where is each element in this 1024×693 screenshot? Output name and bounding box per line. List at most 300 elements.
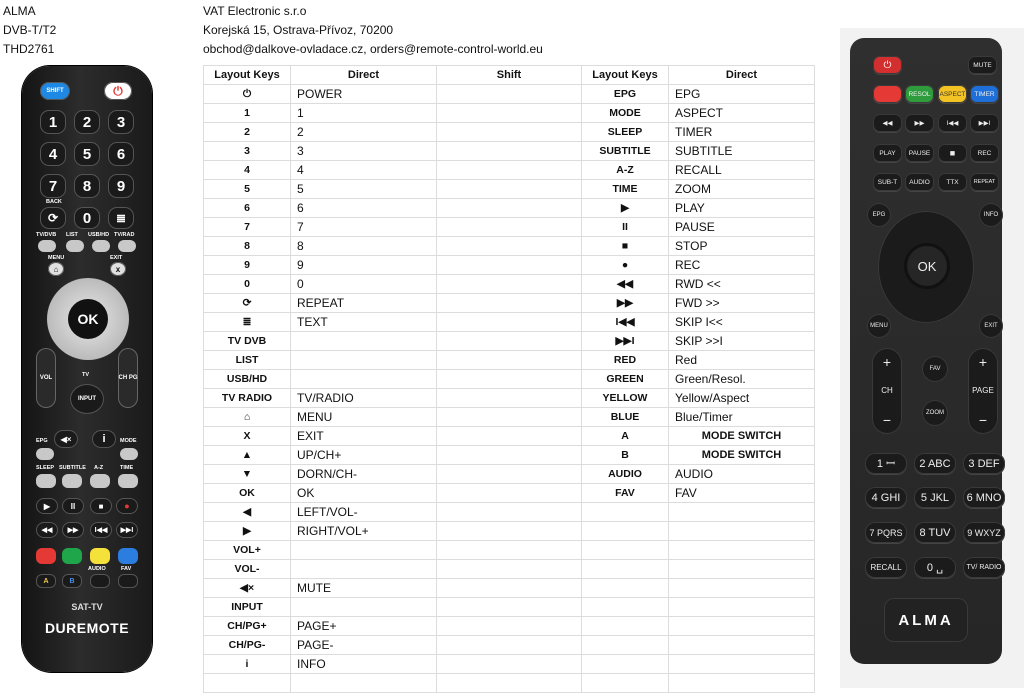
sleep-label: SLEEP	[36, 465, 55, 471]
layout-key-cell	[582, 674, 669, 693]
repeat-button: REPEAT	[970, 173, 999, 191]
tvdvb-label: TV/DVB	[36, 232, 57, 238]
play-button: PLAY	[873, 144, 902, 162]
table-row	[582, 522, 815, 541]
red-button	[36, 548, 56, 564]
direct-function-cell: 0	[291, 275, 437, 294]
digit-button: 9	[108, 174, 134, 198]
direct-function-cell: RWD <<	[669, 275, 815, 294]
layout-key-cell: ◀×	[204, 579, 291, 598]
shift-function-cell	[437, 560, 582, 579]
table-row	[582, 465, 815, 484]
digit-button: 1	[40, 110, 66, 134]
layout-key-cell: ◀◀	[582, 275, 669, 294]
table-row	[582, 541, 815, 560]
direct-function-cell: 1	[291, 104, 437, 123]
layout-key-cell: GREEN	[582, 370, 669, 389]
skip-back-icon: I◀◀	[90, 522, 112, 538]
shift-function-cell	[437, 655, 582, 674]
keypad-button: 0 ␣	[914, 557, 956, 578]
direct-function-cell: ASPECT	[669, 104, 815, 123]
layout-key-cell: 7	[204, 218, 291, 237]
digit-button: 7	[40, 174, 66, 198]
direct-function-cell: Green/Resol.	[669, 370, 815, 389]
direct-function-cell	[669, 617, 815, 636]
layout-key-cell: 9	[204, 256, 291, 275]
tvrad-button	[118, 240, 136, 252]
power-icon: ⏻	[873, 56, 902, 74]
keypad-button: 3 DEF	[963, 453, 1005, 474]
audio-button	[90, 574, 110, 588]
ch-label: CH PG	[118, 375, 138, 381]
recall-button: RECALL	[865, 557, 907, 578]
table-row	[582, 408, 815, 427]
layout-key-cell: ⏻	[204, 85, 291, 104]
zoom-button: ZOOM	[922, 400, 948, 426]
usbhd-button	[92, 240, 110, 252]
mode-button	[120, 448, 138, 460]
key-mapping-table-2	[581, 65, 815, 693]
shift-function-cell	[437, 503, 582, 522]
shift-function-cell	[437, 617, 582, 636]
back-label: BACK	[46, 199, 62, 205]
az-label: A-Z	[94, 465, 104, 471]
audio-button: AUDIO	[905, 173, 934, 191]
direct-function-cell	[291, 560, 437, 579]
subt-button: SUB-T	[873, 173, 902, 191]
direct-function-cell: OK	[291, 484, 437, 503]
company-name: VAT Electronic s.r.o	[203, 4, 307, 18]
layout-key-cell: ⟳	[204, 294, 291, 313]
table-row	[582, 389, 815, 408]
layout-key-cell: FAV	[582, 484, 669, 503]
direct-function-cell: 8	[291, 237, 437, 256]
table-row	[204, 256, 582, 275]
table-row	[582, 446, 815, 465]
shift-function-cell	[437, 370, 582, 389]
key-mapping-table-1	[203, 65, 582, 693]
layout-key-cell: VOL-	[204, 560, 291, 579]
layout-key-cell: OK	[204, 484, 291, 503]
table-row	[582, 560, 815, 579]
table-row	[204, 579, 582, 598]
layout-key-cell: AUDIO	[582, 465, 669, 484]
direct-function-cell	[291, 541, 437, 560]
list-label: LIST	[66, 232, 78, 238]
shift-function-cell	[437, 199, 582, 218]
shift-function-cell	[437, 408, 582, 427]
layout-key-cell: ▲	[204, 446, 291, 465]
direct-function-cell: PAGE+	[291, 617, 437, 636]
column-header: Direct	[669, 66, 815, 85]
digit-button: 5	[74, 142, 100, 166]
table-row	[204, 617, 582, 636]
table-row	[582, 275, 815, 294]
shift-function-cell	[437, 579, 582, 598]
digit-button: 8	[74, 174, 100, 198]
layout-key-cell: B	[582, 446, 669, 465]
layout-key-cell: 2	[204, 123, 291, 142]
page-label: PAGE	[972, 386, 994, 395]
direct-function-cell: RECALL	[669, 161, 815, 180]
duremote-logo: DUREMOTE	[44, 620, 130, 636]
direct-function-cell: INFO	[291, 655, 437, 674]
table-row	[204, 522, 582, 541]
mute-button: MUTE	[968, 56, 997, 74]
rec-button: REC	[970, 144, 999, 162]
direct-function-cell: STOP	[669, 237, 815, 256]
aspect-button: ASPECT	[938, 85, 967, 103]
table-row	[204, 465, 582, 484]
layout-key-cell: EPG	[582, 85, 669, 104]
ok-button: OK	[68, 299, 108, 339]
direct-function-cell: PAUSE	[669, 218, 815, 237]
mute-icon: ◀×	[54, 430, 78, 448]
direct-function-cell: DORN/CH-	[291, 465, 437, 484]
direct-function-cell	[669, 541, 815, 560]
shift-function-cell	[437, 351, 582, 370]
power-icon: ⏻	[104, 82, 132, 100]
direct-function-cell	[291, 598, 437, 617]
table-row	[204, 636, 582, 655]
tv-radio-button: TV/ RADIO	[963, 557, 1005, 578]
layout-key-cell: SUBTITLE	[582, 142, 669, 161]
table-row	[204, 123, 582, 142]
alma-remote-image	[850, 38, 1002, 664]
timer-button: TIMER	[970, 85, 999, 103]
skip-forward-icon: ▶▶I	[116, 522, 138, 538]
company-info	[203, 2, 543, 59]
ok-button: OK	[907, 246, 947, 286]
duremote-remote-image	[22, 66, 152, 672]
volume-rocker	[36, 348, 56, 408]
subtitle-label: SUBTITLE	[59, 465, 86, 471]
skip-back-icon: I◀◀	[938, 114, 967, 132]
direct-function-cell: 9	[291, 256, 437, 275]
layout-key-cell	[582, 636, 669, 655]
fast-forward-icon: ▶▶	[905, 114, 934, 132]
table-row	[204, 427, 582, 446]
direct-function-cell: FWD >>	[669, 294, 815, 313]
layout-key-cell	[204, 674, 291, 693]
direct-function-cell: AUDIO	[669, 465, 815, 484]
layout-key-cell: TIME	[582, 180, 669, 199]
digit-button: 6	[108, 142, 134, 166]
layout-key-cell: ≣	[204, 313, 291, 332]
fav-button	[118, 574, 138, 588]
layout-key-cell: ■	[582, 237, 669, 256]
table-row	[582, 294, 815, 313]
direct-function-cell	[291, 351, 437, 370]
alma-logo: ALMA	[884, 598, 968, 642]
layout-key-cell: ▶	[204, 522, 291, 541]
green-button	[62, 548, 82, 564]
layout-key-cell: CH/PG+	[204, 617, 291, 636]
direct-function-cell: 5	[291, 180, 437, 199]
pause-icon: II	[62, 498, 84, 514]
layout-key-cell: LIST	[204, 351, 291, 370]
shift-function-cell	[437, 465, 582, 484]
direct-function-cell	[291, 370, 437, 389]
table-row	[204, 161, 582, 180]
layout-key-cell: ●	[582, 256, 669, 275]
direct-function-cell	[669, 674, 815, 693]
direct-function-cell	[669, 598, 815, 617]
rewind-icon: ◀◀	[36, 522, 58, 538]
shift-function-cell	[437, 636, 582, 655]
menu-button: MENU	[867, 314, 891, 338]
red-button	[873, 85, 902, 103]
a-button: A	[36, 574, 56, 588]
shift-function-cell	[437, 104, 582, 123]
keypad-button: 7 PQRS	[865, 522, 907, 543]
shift-function-cell	[437, 484, 582, 503]
company-emails: obchod@dalkove-ovladace.cz, orders@remote-control-world.eu	[203, 42, 543, 56]
keypad-button: 8 TUV	[914, 522, 956, 543]
direct-function-cell: POWER	[291, 85, 437, 104]
az-button	[90, 474, 110, 488]
home-icon: ⌂	[48, 262, 64, 276]
layout-key-cell	[582, 541, 669, 560]
table-row	[204, 484, 582, 503]
layout-key-cell: 5	[204, 180, 291, 199]
direct-function-cell	[669, 636, 815, 655]
digit-button: 3	[108, 110, 134, 134]
direct-function-cell: 6	[291, 199, 437, 218]
b-button: B	[62, 574, 82, 588]
shift-function-cell	[437, 161, 582, 180]
direct-function-cell: MENU	[291, 408, 437, 427]
layout-key-cell	[582, 503, 669, 522]
layout-key-cell: ▶	[582, 199, 669, 218]
pause-button: PAUSE	[905, 144, 934, 162]
column-header: Layout Keys	[204, 66, 291, 85]
layout-key-cell	[582, 617, 669, 636]
digit-button: 2	[74, 110, 100, 134]
stop-icon: ■	[90, 498, 112, 514]
direct-function-cell: TV/RADIO	[291, 389, 437, 408]
company-address: Korejská 15, Ostrava-Přívoz, 70200	[203, 23, 394, 37]
table-row	[582, 180, 815, 199]
direct-function-cell: ZOOM	[669, 180, 815, 199]
direct-function-cell	[669, 560, 815, 579]
table-row	[204, 446, 582, 465]
shift-function-cell	[437, 427, 582, 446]
table-row	[204, 541, 582, 560]
record-icon: ●	[116, 498, 138, 514]
layout-key-cell: INPUT	[204, 598, 291, 617]
layout-key-cell: ▶▶	[582, 294, 669, 313]
mode-label: MODE	[120, 438, 137, 444]
audio-label: AUDIO	[88, 566, 106, 572]
direct-function-cell: Blue/Timer	[669, 408, 815, 427]
direct-function-cell: TEXT	[291, 313, 437, 332]
direct-function-cell: PAGE-	[291, 636, 437, 655]
direct-function-cell: 7	[291, 218, 437, 237]
table-row	[582, 484, 815, 503]
table-row	[204, 294, 582, 313]
table-row	[204, 237, 582, 256]
layout-key-cell: RED	[582, 351, 669, 370]
table-row	[582, 617, 815, 636]
table-row	[204, 218, 582, 237]
shift-function-cell	[437, 674, 582, 693]
table-row	[204, 370, 582, 389]
layout-key-cell: BLUE	[582, 408, 669, 427]
table-row	[582, 104, 815, 123]
layout-key-cell: ⌂	[204, 408, 291, 427]
layout-key-cell: 0	[204, 275, 291, 294]
epg-button: EPG	[867, 203, 891, 227]
keypad-button: 6 MNO	[963, 487, 1005, 508]
channel-rocker: + CH −	[872, 348, 902, 434]
direct-function-cell: Red	[669, 351, 815, 370]
model-label: SAT-TV	[71, 602, 103, 612]
sleep-button	[36, 474, 56, 488]
direct-function-cell	[669, 503, 815, 522]
layout-key-cell: 4	[204, 161, 291, 180]
table-row	[582, 218, 815, 237]
shift-function-cell	[437, 541, 582, 560]
resol-button: RESOL	[905, 85, 934, 103]
fast-forward-icon: ▶▶	[62, 522, 84, 538]
shift-function-cell	[437, 446, 582, 465]
list-button	[66, 240, 84, 252]
layout-key-cell: I◀◀	[582, 313, 669, 332]
table-row	[582, 579, 815, 598]
table-row	[204, 313, 582, 332]
layout-key-cell: USB/HD	[204, 370, 291, 389]
rewind-icon: ◀◀	[873, 114, 902, 132]
direct-function-cell: 4	[291, 161, 437, 180]
layout-key-cell: ▼	[204, 465, 291, 484]
layout-key-cell: ▶▶I	[582, 332, 669, 351]
table-row	[204, 560, 582, 579]
epg-button	[36, 448, 54, 460]
layout-key-cell: MODE	[582, 104, 669, 123]
table-row	[204, 142, 582, 161]
table-row	[204, 85, 582, 104]
direct-function-cell: REPEAT	[291, 294, 437, 313]
model-info	[3, 2, 56, 59]
usbhd-label: USB/HD	[88, 232, 110, 238]
menu-label: MENU	[48, 255, 65, 261]
shift-function-cell	[437, 218, 582, 237]
tv-label: TV	[82, 372, 90, 378]
direct-function-cell: SKIP >>I	[669, 332, 815, 351]
direct-function-cell	[669, 655, 815, 674]
keypad-button: 4 GHI	[865, 487, 907, 508]
layout-key-cell: 6	[204, 199, 291, 218]
table-row	[204, 389, 582, 408]
direct-function-cell: REC	[669, 256, 815, 275]
direct-function-cell	[669, 579, 815, 598]
table-row	[582, 332, 815, 351]
table-row	[582, 123, 815, 142]
play-icon: ▶	[36, 498, 58, 514]
text-icon: ≣	[108, 207, 134, 229]
table-row	[582, 655, 815, 674]
stop-icon: ■	[938, 144, 967, 162]
ttx-button: TTX	[938, 173, 967, 191]
shift-function-cell	[437, 294, 582, 313]
direct-function-cell: RIGHT/VOL+	[291, 522, 437, 541]
info-button: INFO	[979, 203, 1003, 227]
shift-function-cell	[437, 332, 582, 351]
info-button: i	[92, 430, 116, 448]
layout-key-cell: A	[582, 427, 669, 446]
layout-key-cell: YELLOW	[582, 389, 669, 408]
table-row	[582, 351, 815, 370]
table-row	[204, 674, 582, 693]
shift-function-cell	[437, 522, 582, 541]
direct-function-cell: MODE SWITCH	[669, 446, 815, 465]
fav-label: FAV	[121, 566, 132, 572]
table-row	[582, 636, 815, 655]
table-row	[582, 370, 815, 389]
time-button	[118, 474, 138, 488]
ch-label: CH	[881, 386, 893, 395]
shift-function-cell	[437, 275, 582, 294]
layout-key-cell: SLEEP	[582, 123, 669, 142]
direct-function-cell: EPG	[669, 85, 815, 104]
table-row	[582, 85, 815, 104]
shift-function-cell	[437, 180, 582, 199]
subtitle-button	[62, 474, 82, 488]
shift-function-cell	[437, 142, 582, 161]
layout-key-cell: II	[582, 218, 669, 237]
layout-key-cell: 1	[204, 104, 291, 123]
direct-function-cell: 3	[291, 142, 437, 161]
layout-key-cell: ◀	[204, 503, 291, 522]
time-label: TIME	[120, 465, 134, 471]
direct-function-cell: SKIP I<<	[669, 313, 815, 332]
direct-function-cell: EXIT	[291, 427, 437, 446]
layout-key-cell: VOL+	[204, 541, 291, 560]
yellow-button	[90, 548, 110, 564]
model-text: THD2761	[3, 42, 55, 56]
layout-key-cell	[582, 522, 669, 541]
shift-function-cell	[437, 256, 582, 275]
layout-key-cell: i	[204, 655, 291, 674]
table-row	[204, 351, 582, 370]
layout-key-cell: 3	[204, 142, 291, 161]
table-row	[204, 503, 582, 522]
table-row	[204, 199, 582, 218]
layout-key-cell: X	[204, 427, 291, 446]
layout-key-cell: TV RADIO	[204, 389, 291, 408]
layout-key-cell	[582, 560, 669, 579]
direct-function-cell: SUBTITLE	[669, 142, 815, 161]
direct-function-cell: Yellow/Aspect	[669, 389, 815, 408]
table-row	[582, 503, 815, 522]
shift-function-cell	[437, 123, 582, 142]
epg-label: EPG	[36, 438, 48, 444]
layout-key-cell	[582, 598, 669, 617]
direct-function-cell: LEFT/VOL-	[291, 503, 437, 522]
column-header: Layout Keys	[582, 66, 669, 85]
direct-function-cell: MUTE	[291, 579, 437, 598]
close-icon: x	[110, 262, 126, 276]
table-row	[582, 199, 815, 218]
table-row	[204, 104, 582, 123]
shift-function-cell	[437, 389, 582, 408]
layout-key-cell: 8	[204, 237, 291, 256]
table-row	[582, 313, 815, 332]
input-button: INPUT	[70, 384, 104, 414]
blue-button	[118, 548, 138, 564]
direct-function-cell	[291, 674, 437, 693]
